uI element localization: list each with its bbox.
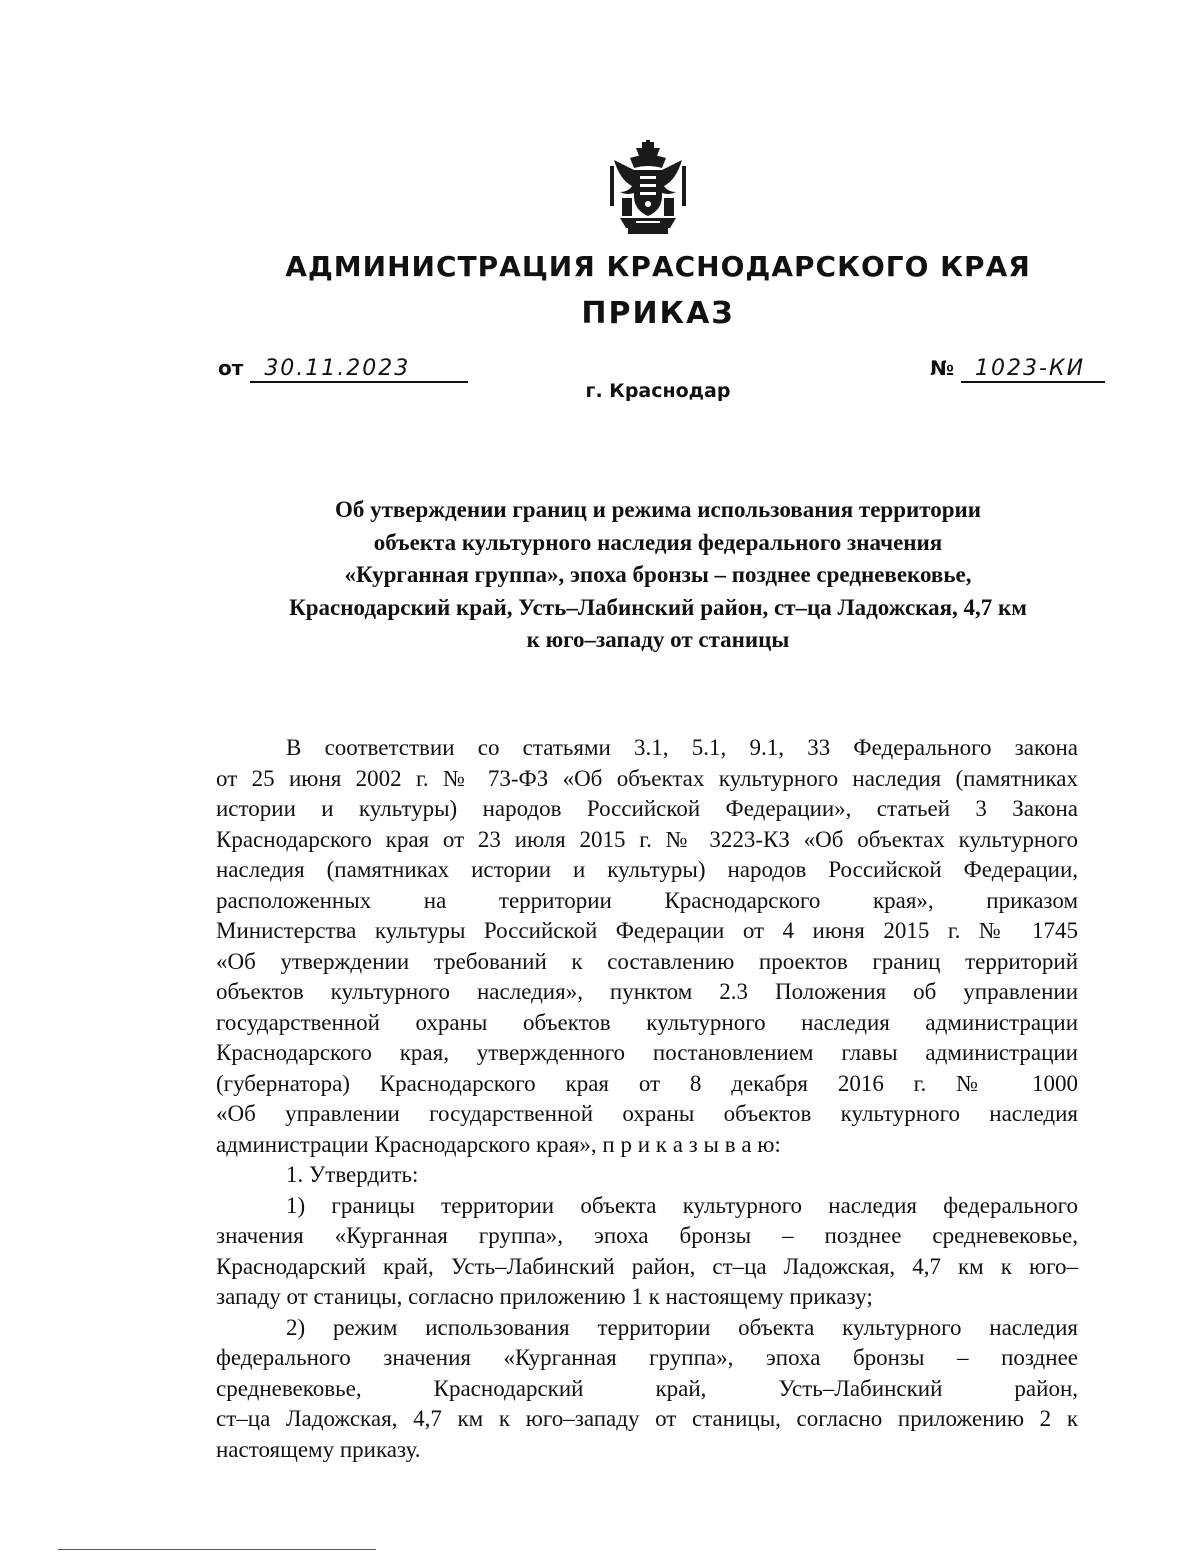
subitem-1-line: западу от станицы, согласно приложению 1 к настоящему приказу; [216,1284,873,1309]
number-prefix: № [930,356,955,380]
preamble-line: наследия (памятниках истории и культуры) народов Российской Федерации, [216,857,1078,882]
subitem-2 [216,1313,1078,1466]
preamble-line: «Об утверждении требований к составлению проектов границ территорий [216,948,1078,974]
subitem-2-line: средневековье, Краснодарский край, Усть–Лабинский район, [216,1375,1078,1401]
preamble-line: (губернатора) Краснодарского края от 8 декабря 2016 г. № 1000 [216,1070,1078,1096]
item-1 [216,1160,1078,1191]
item-1-line: 1. Утвердить: [286,1162,419,1187]
subitem-2-line: 2) режим использования территории объекта культурного наследия [286,1314,1078,1340]
title-line: Краснодарский край, Усть–Лабинский район, ст–ца Ладожская, 4,7 км [289,594,1027,620]
title-line: к юго–западу от станицы [526,627,790,652]
document-number [930,356,1105,383]
date-handwritten: 30.11.2023 [250,356,468,383]
preamble-line: В соответствии со статьями 3.1, 5.1, 9.1, 33 Федерального закона [286,735,1078,760]
order-word: п р и к а з ы в а ю: [602,1131,781,1157]
preamble-line-last [216,1130,1078,1161]
subitem-1 [216,1191,1078,1313]
title-line: объекта культурного наследия федерального значения [373,529,943,555]
subitem-2-line: федерального значения «Курганная группа», эпоха бронзы – позднее [216,1345,1078,1370]
krasnodar-coat-of-arms-icon [606,140,690,236]
preamble-paragraph [216,733,1078,1160]
subitem-2-line: настоящему приказу. [216,1436,421,1462]
document-title [208,494,1108,657]
preamble-line: «Об управлении государственной охраны объектов культурного наследия [216,1101,1078,1126]
preamble-line: объектов культурного наследия», пунктом 2.3 Положения об управлении [216,979,1078,1004]
number-handwritten: 1023-КИ [961,356,1105,383]
preamble-line: Министерства культуры Российской Федерации от 4 июня 2015 г. № 1745 [216,918,1078,943]
subitem-1-line: значения «Курганная группа», эпоха бронзы – позднее средневековье, [216,1223,1078,1248]
subitem-1-line: Краснодарский край, Усть–Лабинский район, ст–ца Ладожская, 4,7 км к юго– [216,1253,1078,1279]
document-date [218,356,468,383]
title-line: Об утверждении границ и режима использования территории [334,497,982,522]
preamble-line: расположенных на территории Краснодарского края», приказом [216,887,1078,913]
preamble-ending: администрации Краснодарского края», [216,1131,597,1157]
document-type: ПРИКАЗ [581,296,735,331]
document-body [216,733,1078,1465]
footer-divider [58,1549,376,1550]
subitem-1-line: 1) границы территории объекта культурного наследия федерального [286,1192,1078,1218]
organization-name: АДМИНИСТРАЦИЯ КРАСНОДАРСКОГО КРАЯ [285,250,1031,283]
title-line: «Курганная группа», эпоха бронзы – позднее средневековье, [344,562,972,587]
subitem-2-line: ст–ца Ладожская, 4,7 км к юго–западу от станицы, согласно приложению 2 к [216,1406,1078,1431]
preamble-line: Краснодарского края от 23 июля 2015 г. № 3223-КЗ «Об объектах культурного [216,826,1078,852]
date-prefix: от [218,356,244,380]
preamble-line: истории и культуры) народов Российской Федерации», статьей 3 Закона [216,796,1078,821]
city-name: г. Краснодар [585,380,731,402]
preamble-line: от 25 июня 2002 г. № 73-ФЗ «Об объектах культурного наследия (памятниках [216,765,1078,791]
preamble-line: государственной охраны объектов культурного наследия администрации [216,1009,1078,1035]
preamble-line: Краснодарского края, утвержденного постановлением главы администрации [216,1040,1078,1065]
